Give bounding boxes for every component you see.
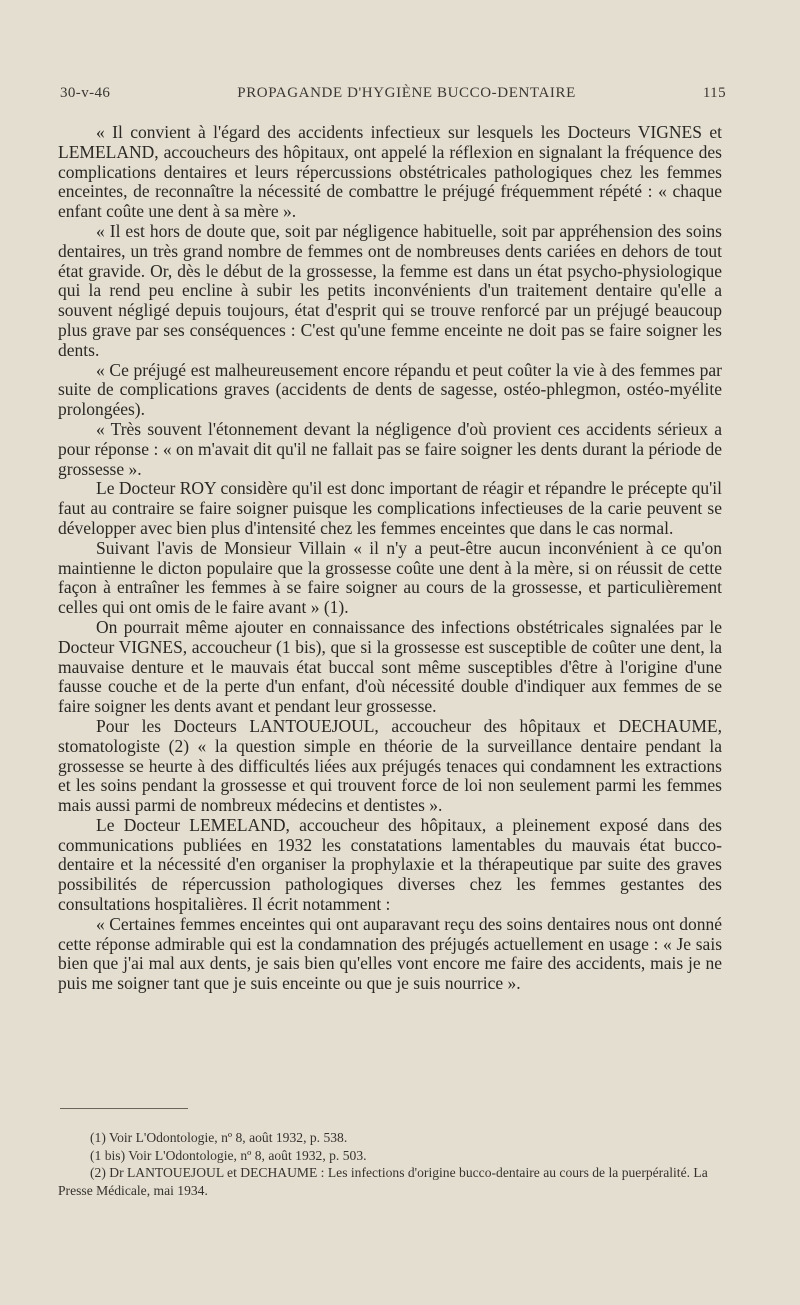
paragraph-6: Suivant l'avis de Monsieur Villain « il n'y a peut-être aucun inconvénient à ce qu'on maintienne le dicton populaire que la grossesse coûte une dent à la mère, si on réussit de cette façon à entraîner les femmes à se faire soigner au cours de la grossesse, et particulièrement celles qui ont omis de le faire avant » (1). <box>58 537 722 618</box>
paragraph-4: « Très souvent l'étonnement devant la négligence d'où provient ces accidents sérieux a pour réponse : « on m'avait dit qu'il ne fallait pas se faire soigner les dents durant la période de grossesse ». <box>58 418 722 479</box>
footnote-2: (2) Dr LANTOUEJOUL et DECHAUME : Les infections d'origine bucco-dentaire au cours de la puerpéralité. La Presse Médicale, mai 1934. <box>58 1165 708 1198</box>
paragraph-9: Le Docteur LEMELAND, accoucheur des hôpitaux, a pleinement exposé dans des communications publiées en 1932 les constatations lamentables du mauvais état bucco-dentaire et la nécessité d'en organiser la prophylaxie et la thérapeutique par suite des graves possibilités de répercussion pathologiques diverses chez les femmes gestantes des consultations hospitalières. Il écrit notamment : <box>58 814 722 915</box>
page-number: 115 <box>702 85 726 101</box>
footnote-separator <box>60 1108 188 1109</box>
footnote-1: (1) Voir L'Odontologie, nº 8, août 1932, p. 538. <box>90 1130 348 1145</box>
body-text <box>58 123 722 994</box>
paragraph-3: « Ce préjugé est malheureusement encore répandu et peut coûter la vie à des femmes par suite de complications graves (accidents de dents de sagesse, ostéo-phlegmon, ostéo-myélite prolongées). <box>58 359 722 420</box>
header-title: PROPAGANDE D'HYGIÈNE BUCCO-DENTAIRE <box>237 85 576 101</box>
paragraph-10: « Certaines femmes enceintes qui ont auparavant reçu des soins dentaires nous ont donné cette réponse admirable qui est la condamnation des préjugés actuellement en usage : « Je sais bien que j'ai mal aux dents, je sais bien qu'elles vont encore me faire des accidents, mais je ne puis me soigner tant que je suis enceinte ou que je suis nourrice ». <box>58 913 722 994</box>
running-header <box>60 85 726 102</box>
paragraph-7: On pourrait même ajouter en connaissance des infections obstétricales signalées par le Docteur VIGNES, accoucheur (1 bis), que si la grossesse est susceptible de coûter une dent, la mauvaise denture et le mauvais état buccal sont même susceptibles d'être à l'origine d'une fausse couche et de la perte d'un enfant, d'où nécessité double d'indiquer aux femmes de se faire soigner les dents avant et pendant leur grossesse. <box>58 616 722 717</box>
paragraph-2: « Il est hors de doute que, soit par négligence habituelle, soit par appréhension des soins dentaires, un très grand nombre de femmes ont de nombreuses dents cariées en dehors de tout état gravide. Or, dès le début de la grossesse, la femme est dans un état psycho-physiologique qui la rend peu encline à subir les petits inconvénients d'un traitement dentaire qu'elle a souvent négligé depuis toujours, état d'esprit qui se trouve renforcé par un préjugé beaucoup plus grave par ses conséquences : C'est qu'une femme enceinte ne doit pas se faire soigner les dents. <box>58 220 722 360</box>
footnotes <box>58 1129 722 1199</box>
footnote-1-bis: (1 bis) Voir L'Odontologie, nº 8, août 1932, p. 503. <box>90 1147 367 1163</box>
paragraph-1: « Il convient à l'égard des accidents infectieux sur lesquels les Docteurs VIGNES et LEMELAND, accoucheurs des hôpitaux, ont appelé la réflexion en signalant la fréquence des complications dentaires et leurs répercussions obstétricales pathologiques chez les femmes enceintes, de reconnaître la nécessité de combattre le préjugé fréquemment répété : « chaque enfant coûte une dent à sa mère ». <box>58 122 722 222</box>
paragraph-8: Pour les Docteurs LANTOUEJOUL, accoucheur des hôpitaux et DECHAUME, stomatologiste (2) « la question simple en théorie de la surveillance dentaire pendant la grossesse se heurte à des difficultés liées aux préjugés tenaces qui condamnent les extractions et les soins pendant la grossesse et qui trouvent force de loi non seulement parmi les femmes mais aussi parmi de nombreux médecins et dentistes ». <box>58 715 722 816</box>
header-date: 30-v-46 <box>60 85 111 101</box>
paragraph-5: Le Docteur ROY considère qu'il est donc important de réagir et répandre le précepte qu'il faut au contraire se faire soigner puisque les complications infectieuses de la carie peuvent se développer avec bien plus d'intensité chez les femmes enceintes que dans le cas normal. <box>58 478 722 538</box>
